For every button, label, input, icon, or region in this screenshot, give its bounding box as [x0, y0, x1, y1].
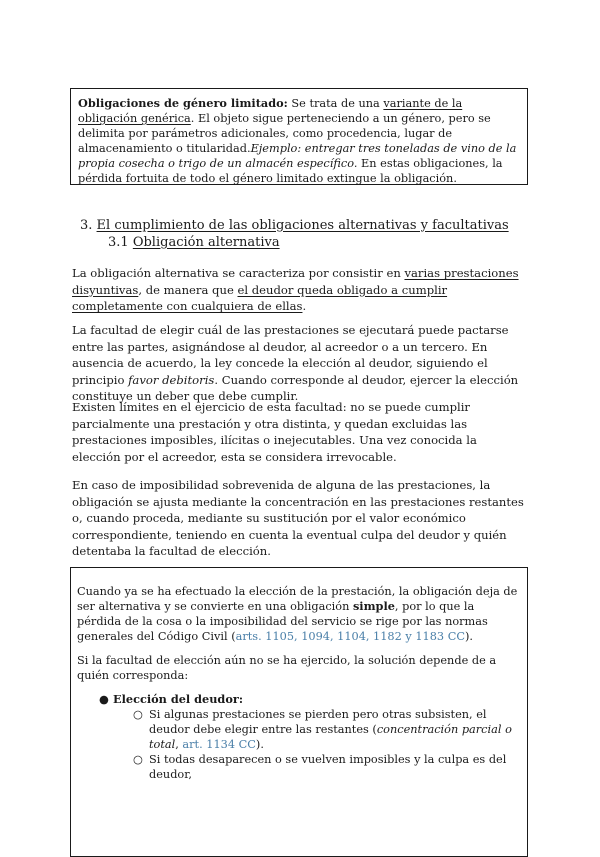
text: La facultad de elegir cuál de las prestaciones se ejecutará puede pactarse entre las partes, asignándose al deudor, al acreedor o a un tercero. En ausencia de acuerdo, la ley concede la elección al deudor, siguiendo el principio: [72, 323, 509, 387]
text: Cuando ya se ha efectuado la elección de la prestación, la obligación deja de ser alternativa y se convierte en una obligación: [77, 585, 518, 613]
text: ,: [175, 738, 183, 751]
text: ).: [465, 630, 474, 643]
circle-bullet-icon: ○: [133, 753, 143, 766]
underlined-text: varias prestaciones disyuntivas: [72, 266, 519, 297]
text: En estas obligaciones, la pérdida fortuita de todo el género limitado extingue la obligación.: [78, 157, 503, 185]
underlined-text: el deudor queda obligado a cumplir completamente con cualquiera de ellas: [72, 282, 448, 313]
text: . El objeto sigue perteneciendo a un género, pero se delimita por parámetros adicionales, como procedencia, lugar de almacenamiento o titularidad.: [78, 112, 491, 155]
section-title: El cumplimiento de las obligaciones alternativas y facultativas: [96, 218, 509, 233]
text: Se trata de una: [287, 97, 384, 110]
list-item: [77, 692, 521, 707]
legal-reference-link[interactable]: arts. 1105, 1094, 1104, 1182 y 1183 CC: [235, 630, 466, 643]
text: Si algunas prestaciones se pierden pero otras subsisten, el deudor debe elegir entre las restantes (: [149, 708, 487, 736]
italic-text: favor debitoris: [128, 372, 215, 387]
section-number: 3.: [80, 218, 93, 233]
subsection-number: 3.1: [108, 235, 129, 250]
list-item-label: Elección del deudor:: [113, 692, 243, 706]
example-text: Ejemplo: entregar tres toneladas de vino de la propia cosecha o trigo de un almacén específico.: [78, 142, 517, 170]
sub-list-item: [77, 752, 521, 782]
section-heading: [80, 218, 509, 234]
bullet-icon: ●: [99, 693, 109, 706]
italic-text: concentración parcial o total: [149, 723, 512, 751]
circle-bullet-icon: ○: [133, 708, 143, 721]
paragraph-imposibilidad: En caso de imposibilidad sobrevenida de alguna de las prestaciones, la obligación se ajusta mediante la concentración en las prestaciones restantes o, cuando proceda, mediante su sustitución por el valor económico correspondiente, teniendo en cuenta la eventual culpa del deudor y quién detentaba la facultad de elección.: [72, 478, 524, 558]
callout-eleccion: [70, 567, 528, 857]
text: ).: [255, 738, 264, 751]
subsection-title: Obligación alternativa: [132, 235, 280, 250]
text: Si todas desaparecen o se vuelven imposibles y la culpa es del deudor,: [149, 753, 507, 781]
text: La obligación alternativa se caracteriza por consistir en: [72, 266, 405, 280]
callout-title: Obligaciones de género limitado:: [78, 96, 288, 110]
sub-list-item: [77, 707, 521, 752]
callout-paragraph: Si la facultad de elección aún no se ha ejercido, la solución depende de a quién corresponda:: [77, 654, 497, 682]
text: .: [302, 299, 307, 313]
callout-paragraph: [77, 584, 521, 644]
text: , de manera que: [138, 282, 238, 297]
callout-genero-limitado: [70, 88, 528, 185]
subsection-heading: [108, 235, 280, 251]
paragraph-facultad: [72, 322, 528, 405]
legal-reference-link[interactable]: art. 1134 CC: [182, 738, 256, 751]
paragraph-definition: [72, 265, 528, 315]
text: , por lo que la pérdida de la cosa o la imposibilidad del servicio se rige por las normas generales del Código Civil (: [77, 600, 488, 643]
bold-text: simple: [352, 599, 395, 613]
paragraph-limites: Existen límites en el ejercicio de esta facultad: no se puede cumplir parcialmente una prestación y otra distinta, y quedan excluidas las prestaciones imposibles, ilícitas o inejecutables. Una vez conocida la elección por el acreedor, esta se considera irrevocable.: [72, 400, 477, 464]
text: . Cuando corresponde al deudor, ejercer la elección constituye un deber que debe cumplir.: [72, 372, 519, 403]
underlined-text: variante de la obligación genérica: [78, 97, 463, 125]
